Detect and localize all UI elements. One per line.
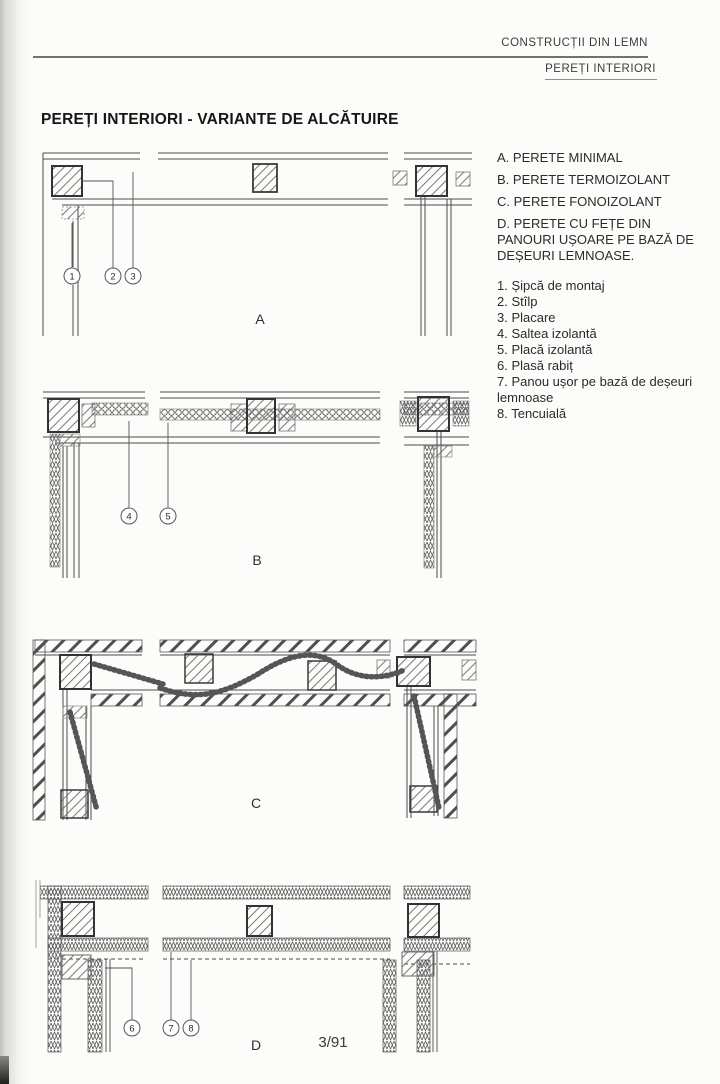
callout-3: 3 bbox=[130, 271, 136, 283]
callout-4: 4 bbox=[126, 511, 132, 523]
component-2: 2. Stîlp bbox=[497, 294, 538, 309]
diagram-b-perete-termoizolant bbox=[35, 388, 481, 584]
diagram-d-leader-lines bbox=[105, 952, 191, 1020]
header-book-title: CONSTRUCȚII DIN LEMN bbox=[501, 37, 648, 49]
legend-variant-a: A. PERETE MINIMAL bbox=[497, 150, 623, 165]
diagram-b-leader-lines bbox=[129, 421, 168, 508]
legend-variant-b: B. PERETE TERMOIZOLANT bbox=[497, 172, 671, 187]
diagram-d-panouri-usoare bbox=[30, 878, 478, 1060]
header-rule bbox=[33, 56, 648, 58]
component-3: 3. Placare bbox=[497, 310, 556, 325]
callout-6: 6 bbox=[129, 1023, 135, 1035]
diagram-a-callouts bbox=[64, 268, 141, 284]
page-edge-shadow bbox=[0, 0, 18, 1084]
diagram-c-posts bbox=[60, 654, 476, 818]
component-5: 5. Placă izolantă bbox=[497, 342, 593, 357]
page-corner-shadow bbox=[0, 1056, 9, 1084]
callout-8: 8 bbox=[188, 1023, 194, 1035]
diagram-b-callouts bbox=[121, 508, 176, 524]
diagram-c-insulation-strands bbox=[70, 655, 439, 810]
callout-5: 5 bbox=[165, 511, 171, 523]
page-title: PEREȚI INTERIORI - VARIANTE DE ALCĂTUIRE bbox=[41, 111, 399, 128]
component-4: 4. Saltea izolantă bbox=[497, 326, 597, 341]
page-number: 3/91 bbox=[318, 1034, 348, 1051]
diagram-d-label: D bbox=[250, 1037, 262, 1053]
diagram-a-label: A bbox=[255, 311, 265, 327]
callout-7: 7 bbox=[168, 1023, 174, 1035]
diagram-c-perete-fonoizolant bbox=[30, 638, 478, 824]
callout-2: 2 bbox=[110, 271, 116, 283]
diagram-a-posts bbox=[52, 164, 470, 219]
diagram-c-label: C bbox=[250, 795, 262, 811]
legend-variants bbox=[497, 150, 705, 270]
component-6: 6. Plasă rabiț bbox=[497, 358, 573, 373]
callout-1: 1 bbox=[69, 271, 75, 283]
legend-components bbox=[497, 278, 716, 422]
legend-variant-d: D. PERETE CU FEȚE DIN PANOURI UȘOARE PE BAZĂ DE DEȘEURI LEMNOASE. bbox=[497, 216, 694, 263]
header-chapter-rule bbox=[545, 79, 657, 80]
component-8: 8. Tencuială bbox=[497, 406, 567, 421]
diagram-a-perete-minimal bbox=[36, 148, 480, 340]
diagram-d-callouts bbox=[124, 1020, 199, 1036]
component-1: 1. Șipcă de montaj bbox=[497, 278, 605, 293]
diagram-b-label: B bbox=[252, 552, 262, 568]
header-chapter: PEREȚI INTERIORI bbox=[545, 63, 656, 75]
component-7: 7. Panou ușor pe bază de deșeuri lemnoase bbox=[497, 374, 693, 405]
legend-variant-c: C. PERETE FONOIZOLANT bbox=[497, 194, 662, 209]
